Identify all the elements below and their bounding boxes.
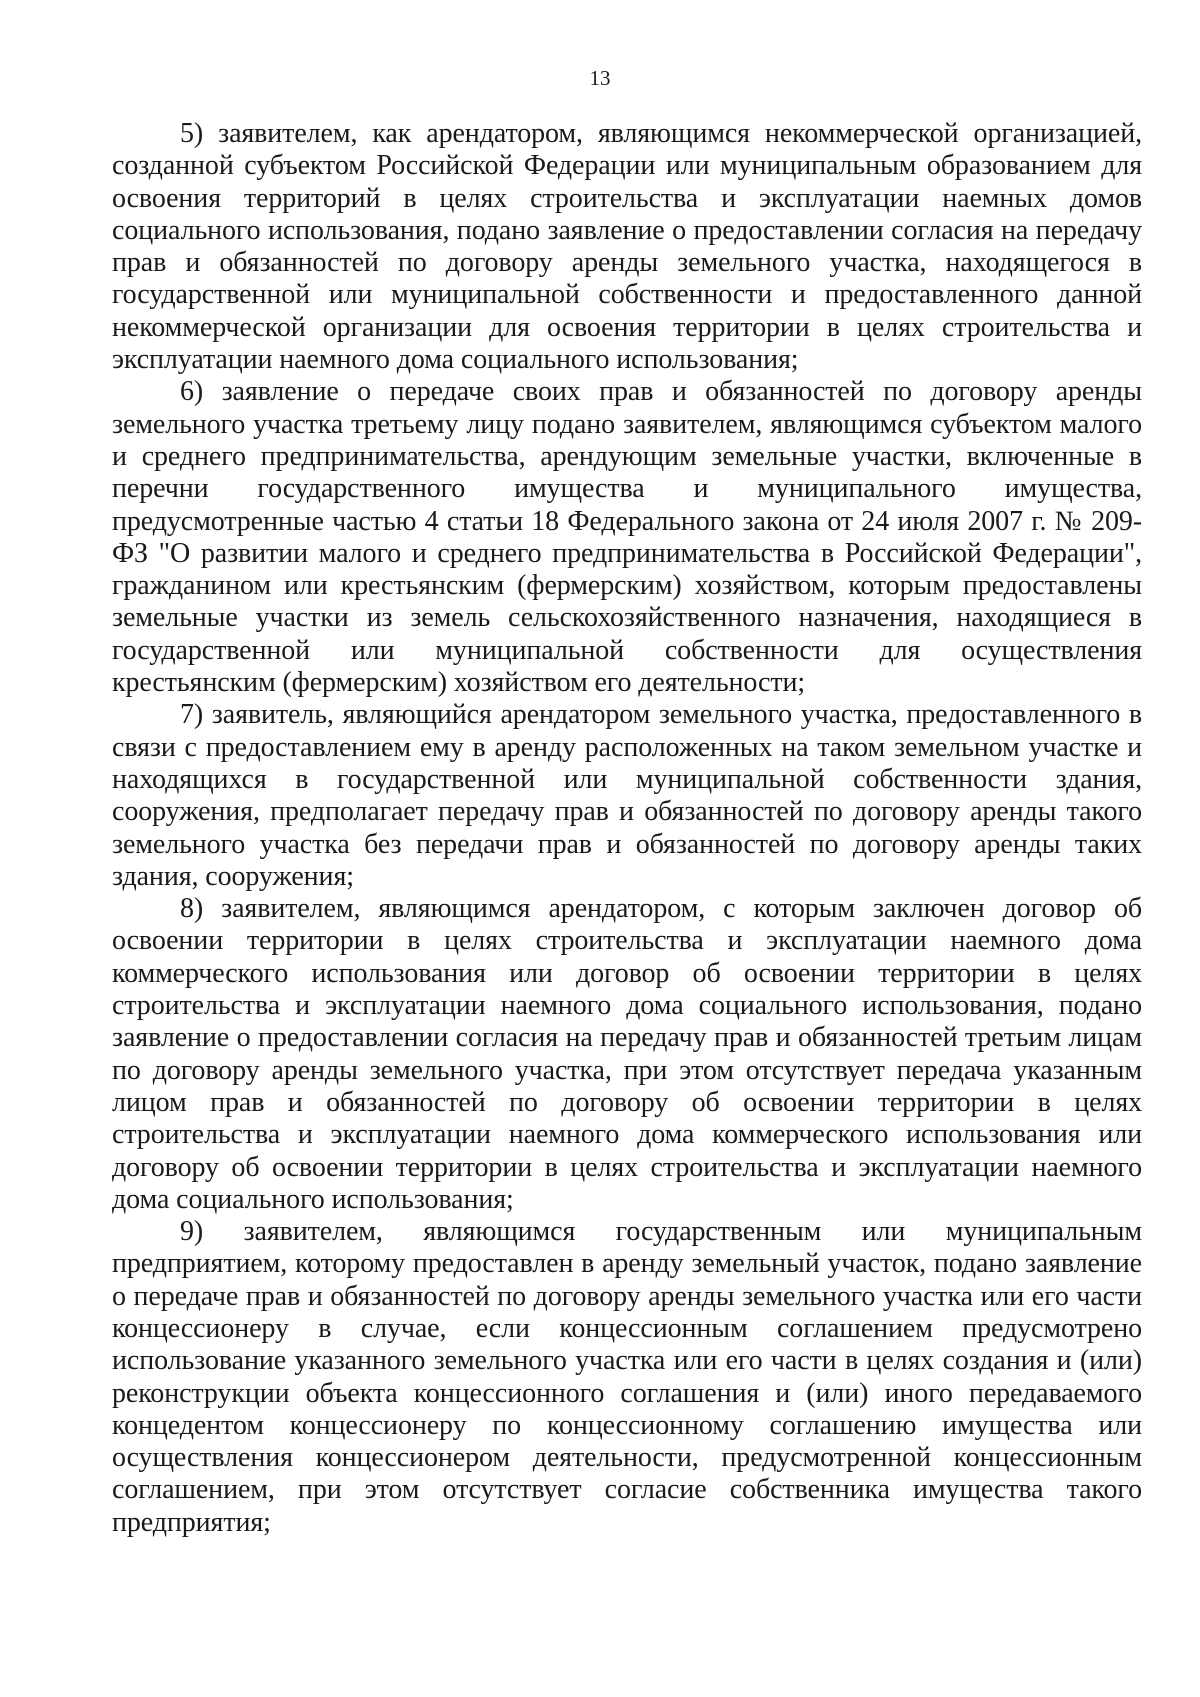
paragraph-item-7: 7) заявитель, являющийся арендатором земельного участка, предоставленного в связи с предоставлением ему в аренду расположенных на таком земельном участке и находящихся в государственной или муниципальной собственности здания, сооружения, предполагает передачу прав и обязанностей по договору аренды такого земельного участка без передачи прав и обязанностей по договору аренды таких здания, сооружения; [112,699,1142,892]
page-number: 13 [589,66,611,90]
paragraph-item-8: 8) заявителем, являющимся арендатором, с которым заключен договор об освоении территории в целях строительства и эксплуатации наемного дома коммерческого использования или договор об освоении территории в целях строительства и эксплуатации наемного дома социального использования, подано заявление о предоставлении согласия на передачу прав и обязанностей третьим лицам по договору аренды земельного участка, при этом отсутствует передача указанным лицом прав и обязанностей по договору об освоении территории в целях строительства и эксплуатации наемного дома коммерческого использования или договору об освоении территории в целях строительства и эксплуатации наемного дома социального использования; [112,893,1142,1215]
paragraph-item-9: 9) заявителем, являющимся государственным или муниципальным предприятием, которому предоставлен в аренду земельный участок, подано заявление о передаче прав и обязанностей по договору аренды земельного участка или его части концессионеру в случае, если концессионным соглашением предусмотрено использование указанного земельного участка или его части в целях создания и (или) реконструкции объекта концессионного соглашения и (или) иного передаваемого концедентом концессионеру по концессионному соглашению имущества или осуществления концессионером деятельности, предусмотренной концессионным соглашением, при этом отсутствует согласие собственника имущества такого предприятия; [112,1216,1142,1538]
paragraph-item-6: 6) заявление о передаче своих прав и обязанностей по договору аренды земельного участка третьему лицу подано заявителем, являющимся субъектом малого и среднего предпринимательства, арендующим земельные участки, включенные в перечни государственного имущества и муниципального имущества, предусмотренные частью 4 статьи 18 Федерального закона от 24 июля 2007 г. № 209-ФЗ "О развитии малого и среднего предпринимательства в Российской Федерации", гражданином или крестьянским (фермерским) хозяйством, которым предоставлены земельные участки из земель сельскохозяйственного назначения, находящиеся в государственной или муниципальной собственности для осуществления крестьянским (фермерским) хозяйством его деятельности; [112,376,1142,699]
paragraph-item-5: 5) заявителем, как арендатором, являющимся некоммерческой организацией, созданной субъектом Российской Федерации или муниципальным образованием для освоения территорий в целях строительства и эксплуатации наемных домов социального использования, подано заявление о предоставлении согласия на передачу прав и обязанностей по договору аренды земельного участка, находящегося в государственной или муниципальной собственности и предоставленного данной некоммерческой организации для освоения территории в целях строительства и эксплуатации наемного дома социального использования; [112,118,1142,376]
document-body [112,118,1142,1539]
